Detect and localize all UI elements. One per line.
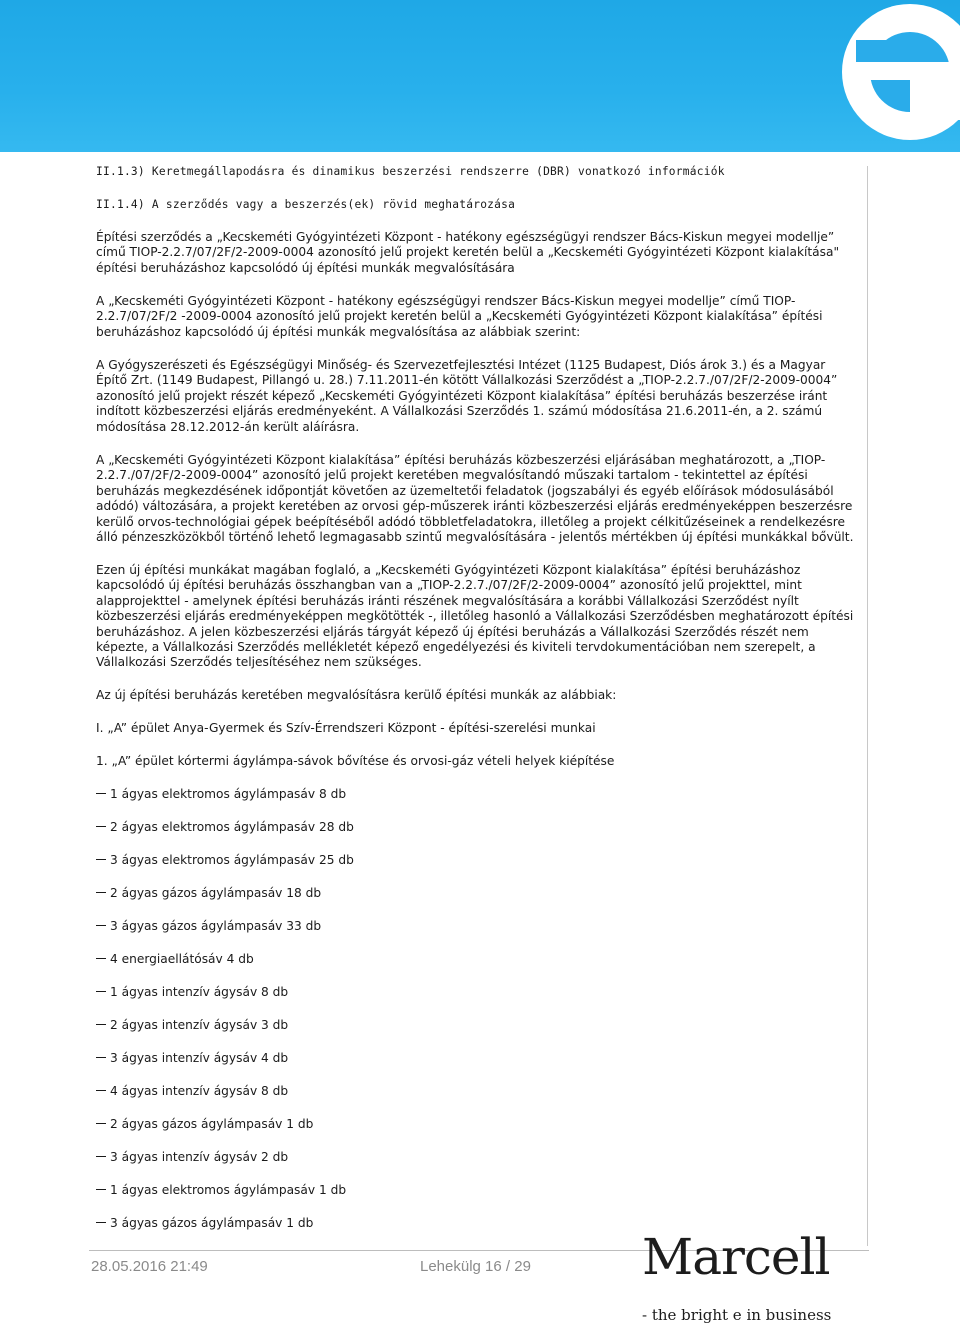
paragraph-6: Az új építési beruházás keretében megvalósításra kerülő építési munkák az alábbiak:: [96, 688, 617, 702]
dash-icon: [96, 925, 106, 926]
dash-icon: [96, 892, 106, 893]
brand-e-icon: [760, 0, 960, 152]
paragraph-8: 1. „A” épület kórtermi ágylámpa-sávok bővítése és orvosi-gáz vételi helyek kiépítése: [96, 754, 615, 768]
company-logo: [642, 1228, 872, 1328]
dash-icon: [96, 1156, 106, 1157]
logo-wordmark: Marcell: [642, 1228, 830, 1286]
paragraph-4: A „Kecskeméti Gyógyintézeti Központ kialakítása” építési beruházás közbeszerzési eljárásában meghatározott, a „TIOP-2.2.7./07/2F/2-2009-0004” azonosító jelű projekt keretében megvalósítandó műszaki tartalom - tekintettel az építési beruházás megkezdésének időpontját követően az üzemeltetői feladatok (jogszabályi és egyéb előírások módosulásából adódó) változására, a projekt keretében az orvosi gép-műszerek iránti közbeszerzési eljárás eredményeképpen beszerzésre kerülő orvos-technológiai gépek beépítéséből adódó többletfeladatokra, illetőleg a projekt célkitűzéseinek a rendelkezésre álló pénzeszközökből történő lehető legmagasabb szintű megvalósítására - jelentős mértékben új építési munkákkal bővült.: [96, 453, 854, 545]
header-band: [0, 0, 960, 152]
list-item: 2 ágyas gázos ágylámpasáv 1 db: [96, 1117, 313, 1132]
section-heading-114: II.1.4) A szerződés vagy a beszerzés(ek) rövid meghatározása: [96, 198, 516, 211]
list-item: 1 ágyas elektromos ágylámpasáv 1 db: [96, 1183, 346, 1198]
dash-icon: [96, 859, 106, 860]
list-item: 2 ágyas elektromos ágylámpasáv 28 db: [96, 820, 354, 835]
list-item: 3 ágyas elektromos ágylámpasáv 25 db: [96, 853, 354, 868]
footer-page-number: Lehekülg 16 / 29: [420, 1258, 531, 1275]
paragraph-1: Építési szerződés a „Kecskeméti Gyógyintézeti Központ - hatékony egészségügyi rendszer Bács-Kiskun megyei modellje” című TIOP-2.2.7/07/2F/2-2009-0004 azonosító jelű projekt keretén belül a „Kecskeméti Gyógyintézeti Központ kialakítása" építési beruházáshoz kapcsolódó új építési munkák megvalósítására: [96, 230, 840, 275]
list-item: 3 ágyas intenzív ágysáv 4 db: [96, 1051, 288, 1066]
list-item: 3 ágyas gázos ágylámpasáv 33 db: [96, 919, 321, 934]
section-heading-113: II.1.3) Keretmegállapodásra és dinamikus beszerzési rendszerre (DBR) vonatkozó információk: [96, 165, 725, 178]
list-item: 3 ágyas gázos ágylámpasáv 1 db: [96, 1216, 313, 1231]
list-item: 3 ágyas intenzív ágysáv 2 db: [96, 1150, 288, 1165]
dash-icon: [96, 1222, 106, 1223]
list-item: 2 ágyas intenzív ágysáv 3 db: [96, 1018, 288, 1033]
list-item: 4 ágyas intenzív ágysáv 8 db: [96, 1084, 288, 1099]
dash-icon: [96, 991, 106, 992]
paragraph-5: Ezen új építési munkákat magában foglaló, a „Kecskeméti Gyógyintézeti Központ kialakítása” építési beruházáshoz kapcsolódó új építési beruházás összhangban van a „TIOP-2.2.7./07/2F/2-2009-0004” azonosító jelű projekttel, mint alapprojekttel - amelynek építési beruházás iránti részének megvalósítására a korábbi Vállalkozási Szerződést nyílt közbeszerzési eljárás eredményeképpen megkötötték -, illetőleg hasonló a Vállalkozási Szerződésben meghatározott építési beruházáshoz. A jelen közbeszerzési eljárás tárgyát képező új építési beruházás a Vállalkozási Szerződés részét nem képezte, a Vállalkozási Szerződés mellékletét képező engedélyezési és kiviteli tervdokumentációban nem szerepelt, a Vállalkozási Szerződés teljesítéséhez nem szükséges.: [96, 563, 854, 670]
list-item: 1 ágyas elektromos ágylámpasáv 8 db: [96, 787, 346, 802]
dash-icon: [96, 958, 106, 959]
dash-icon: [96, 826, 106, 827]
list-item: 2 ágyas gázos ágylámpasáv 18 db: [96, 886, 321, 901]
dash-icon: [96, 1057, 106, 1058]
list-item: 4 energiaellátósáv 4 db: [96, 952, 254, 967]
dash-icon: [96, 1123, 106, 1124]
paragraph-3: A Gyógyszerészeti és Egészségügyi Minőség- és Szervezetfejlesztési Intézet (1125 Budapest, Diós árok 3.) és a Magyar Építő Zrt. (1149 Budapest, Pillangó u. 28.) 7.11.2011-én kötött Vállalkozási Szerződést a „TIOP-2.2.7./07/2F/2-2009-0004” azonosító jelű projekt részét képező „Kecskeméti Gyógyintézeti Központ kialakítása” építési beruházás beszerzése iránt indított közbeszerzési eljárás eredményeként. A Vállalkozási Szerződés 1. számú módosítása 21.6.2011-én, a 2. számú módosítása 28.12.2012-án került aláírásra.: [96, 358, 838, 434]
frame-line: [867, 166, 868, 1246]
dash-icon: [96, 793, 106, 794]
logo-tagline: - the bright e in business: [642, 1306, 832, 1324]
paragraph-7: I. „A” épület Anya-Gyermek és Szív-Érrendszeri Központ - építési-szerelési munkai: [96, 721, 596, 735]
footer-datetime: 28.05.2016 21:49: [91, 1258, 208, 1275]
dash-icon: [96, 1189, 106, 1190]
dash-icon: [96, 1024, 106, 1025]
paragraph-2: A „Kecskeméti Gyógyintézeti Központ - hatékony egészségügyi rendszer Bács-Kiskun megyei modellje” című TIOP-2.2.7/07/2F/2 -2009-0004 azonosító jelű projekt keretén belül a „Kecskeméti Gyógyintézeti Központ kialakítása” építési beruházáshoz kapcsolódó új építési munkák megvalósítása az alábbiak szerint:: [96, 294, 823, 339]
dash-icon: [96, 1090, 106, 1091]
list-item: 1 ágyas intenzív ágysáv 8 db: [96, 985, 288, 1000]
